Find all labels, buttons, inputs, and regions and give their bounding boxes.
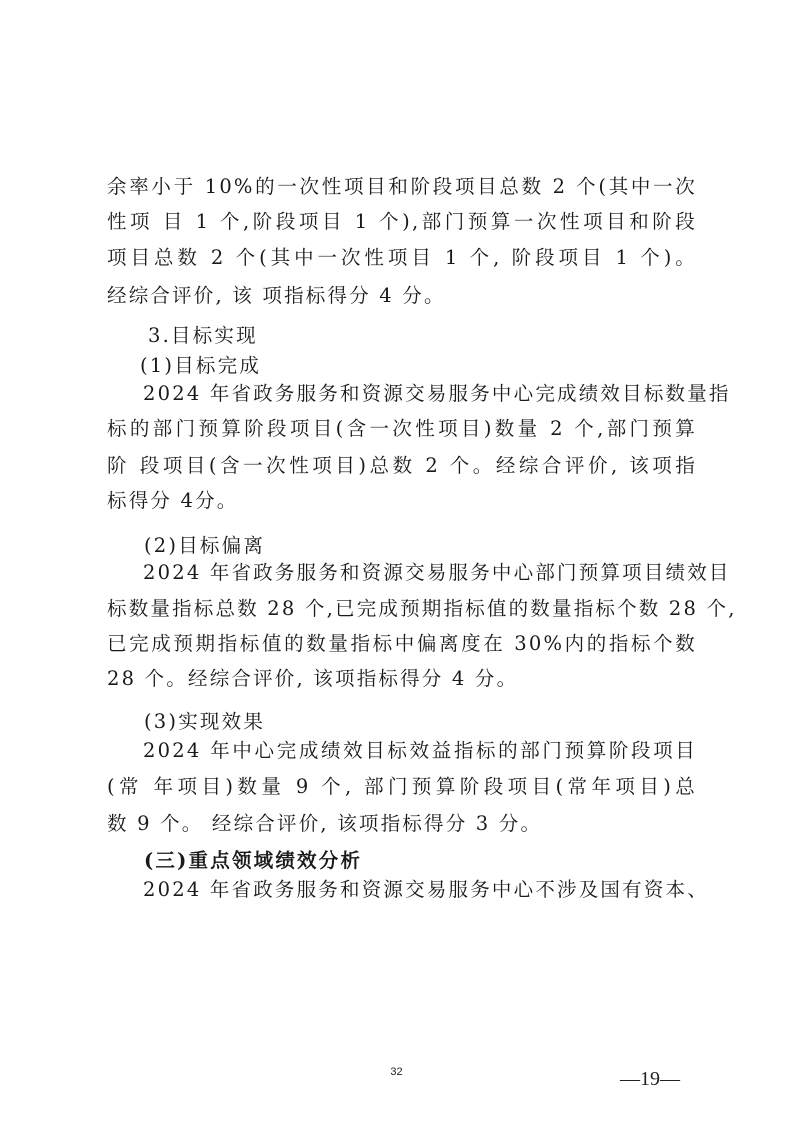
body-text-line: 余率小于 10%的一次性项目和阶段项目总数 2 个(其中一次	[107, 175, 697, 198]
body-text-line: 标得分 4分。	[107, 489, 239, 512]
body-text-line: 数 9 个。 经综合评价, 该项指标得分 3 分。	[107, 812, 543, 835]
body-text-line: 阶 段项目(含一次性项目)总数 2 个。经综合评价, 该项指	[107, 454, 697, 477]
body-text-line: 标数量指标总数 28 个,已完成预期指标值的数量指标个数 28 个,	[107, 597, 737, 620]
body-text-line: 28 个。经综合评价, 该项指标得分 4 分。	[107, 667, 519, 690]
body-text-line: 已完成预期指标值的数量指标中偏离度在 30%内的指标个数	[107, 632, 697, 655]
body-text-line: 2024 年省政务服务和资源交易服务中心部门预算项目绩效目	[143, 561, 731, 584]
body-text-line: 2024 年省政务服务和资源交易服务中心完成绩效目标数量指	[143, 382, 731, 405]
subsection-heading: (1)目标完成	[140, 354, 262, 377]
subsection-heading: (2)目标偏离	[144, 534, 266, 557]
body-text-line: 2024 年中心完成绩效目标效益指标的部门预算阶段项目	[143, 739, 697, 762]
body-text-line: 标的部门预算阶段项目(含一次性项目)数量 2 个,部门预算	[107, 417, 697, 440]
body-text-line: (常 年项目)数量 9 个, 部门预算阶段项目(常年项目)总	[107, 775, 697, 798]
subsection-heading: (3)实现效果	[144, 710, 266, 733]
body-text-line: 项目总数 2 个(其中一次性项目 1 个, 阶段项目 1 个)。	[107, 246, 697, 269]
section-heading: 3.目标实现	[148, 324, 258, 347]
page-number: —19—	[620, 1068, 680, 1090]
section-heading: (三)重点领域绩效分析	[144, 849, 363, 872]
body-text-line: 2024 年省政务服务和资源交易服务中心不涉及国有资本、	[143, 878, 709, 901]
body-text-line: 性项 目 1 个,阶段项目 1 个),部门预算一次性项目和阶段	[107, 210, 697, 233]
page-index: 32	[390, 1066, 403, 1078]
body-text-line: 经综合评价, 该 项指标得分 4 分。	[107, 284, 446, 307]
